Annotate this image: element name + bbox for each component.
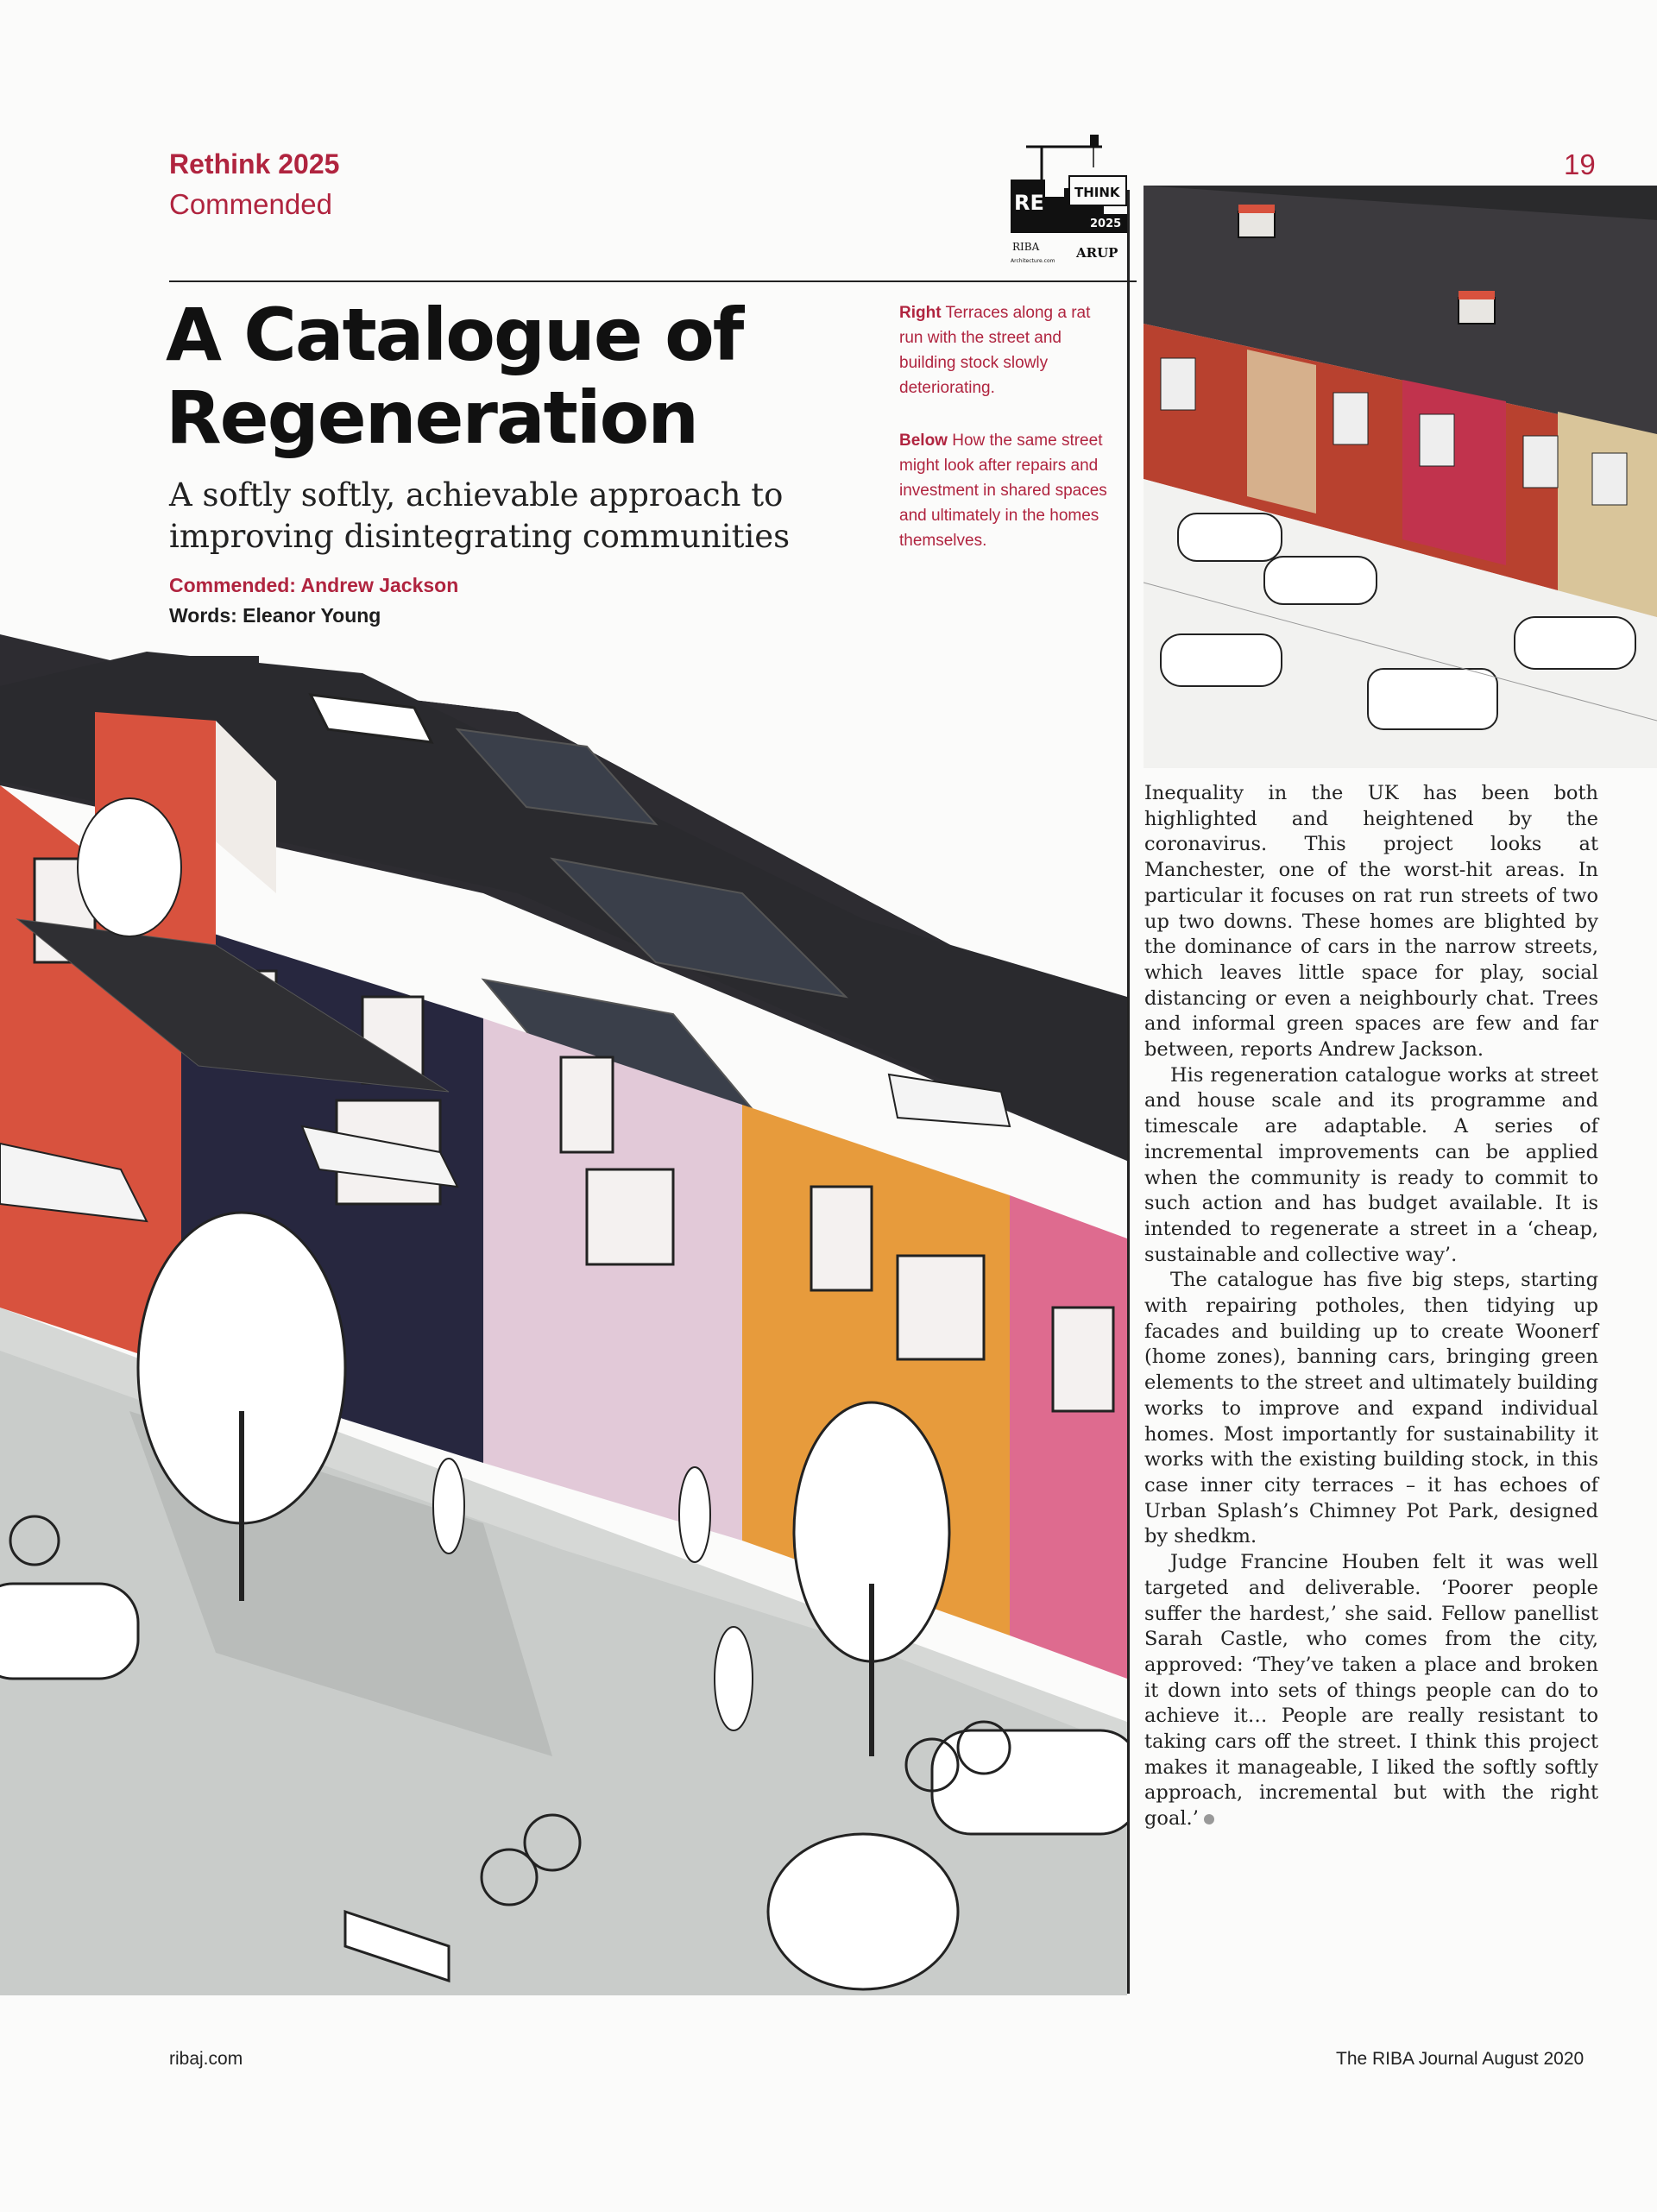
- body-paragraph-3: The catalogue has five big steps, starting with repairing potholes, then tidying up facades and building up to create Woonerf (home zones), banning cars, bringing green elements to the street and ultimately building works to improve and expand individual homes. Most importantly for sustainability it works with the existing building stock, in this case inner city terraces – it has echoes of Urban Splash’s Chimney Pot Park, designed by shedkm.: [1144, 1269, 1598, 1548]
- column-rule: [1127, 190, 1130, 1994]
- body-paragraph-1: Inequality in the UK has been both highlighted and heightened by the coronavirus. This project looks at Manchester, one of the worst-hit areas. In particular it focuses on rat run streets of two up two downs. These homes are blighted by the dominance of cars in the narrow streets, which leaves little space for play, social distancing or even a neighbourly chat. Trees and informal green spaces are few and far between, reports Andrew Jackson.: [1144, 782, 1598, 1062]
- body-paragraph-4: [1144, 1550, 1598, 1832]
- logo-arup: ARUP: [1076, 245, 1118, 261]
- caption-below: [899, 428, 1111, 553]
- header-rule: [169, 280, 1137, 282]
- illustration-regenerated-street: [0, 634, 1127, 1995]
- logo-year: 2025: [1090, 217, 1122, 230]
- commended-credit: Commended: Andrew Jackson: [169, 574, 459, 596]
- footer-publication: The RIBA Journal August 2020: [1336, 2049, 1585, 2069]
- standfirst: A softly softly, achievable approach to improving disintegrating communities: [169, 476, 791, 555]
- section-label: Rethink 2025: [169, 148, 340, 180]
- footer-website: ribaj.com: [169, 2049, 243, 2069]
- end-mark-icon: [1204, 1814, 1214, 1824]
- article-body: [1144, 781, 1598, 1832]
- logo-riba-sub: Architecture.com: [1011, 258, 1055, 264]
- illustration-existing-street: [1144, 186, 1657, 768]
- caption-below-text: How the same street might look after repairs and investment in shared spaces and ultimately in the homes themselves.: [899, 432, 1107, 550]
- headline-line-2: Regeneration: [166, 375, 698, 460]
- subsection-label: Commended: [169, 188, 332, 220]
- logo-re: RE: [1014, 191, 1044, 215]
- body-paragraph-4-text: Judge Francine Houben felt it was well targeted and deliverable. ‘Poorer people suffer the hardest,’ she said. Fellow panellist Sarah Castle, who comes from the city, approved: ‘They’ve taken a place and broken it down into sets of things people can do to achieve it… People are really resistant to taking cars off the street. I think this project makes it manageable, I liked the softly softly approach, incremental but with the right goal.’: [1144, 1551, 1598, 1831]
- caption-below-label: Below: [899, 432, 948, 450]
- body-paragraph-2: His regeneration catalogue works at street and house scale and its programme and timescale are adaptable. A series of incremental improvements can be applied when the community is ready to commit to such action and has budget available. It is intended to regenerate a street in a ‘cheap, sustainable and collective way’.: [1144, 1063, 1598, 1266]
- caption-right-text: Terraces along a rat run with the street and building stock slowly deteriorating.: [899, 304, 1091, 397]
- caption-right: [899, 300, 1111, 400]
- page-number: 19: [1564, 148, 1596, 180]
- words-credit: Words: Eleanor Young: [169, 604, 381, 627]
- rethink-logo: [1007, 128, 1133, 269]
- logo-riba: RIBA: [1012, 241, 1040, 253]
- headline-line-1: A Catalogue of: [166, 293, 743, 377]
- caption-right-label: Right: [899, 304, 942, 322]
- headline: [166, 293, 925, 459]
- logo-think: THINK: [1074, 185, 1120, 200]
